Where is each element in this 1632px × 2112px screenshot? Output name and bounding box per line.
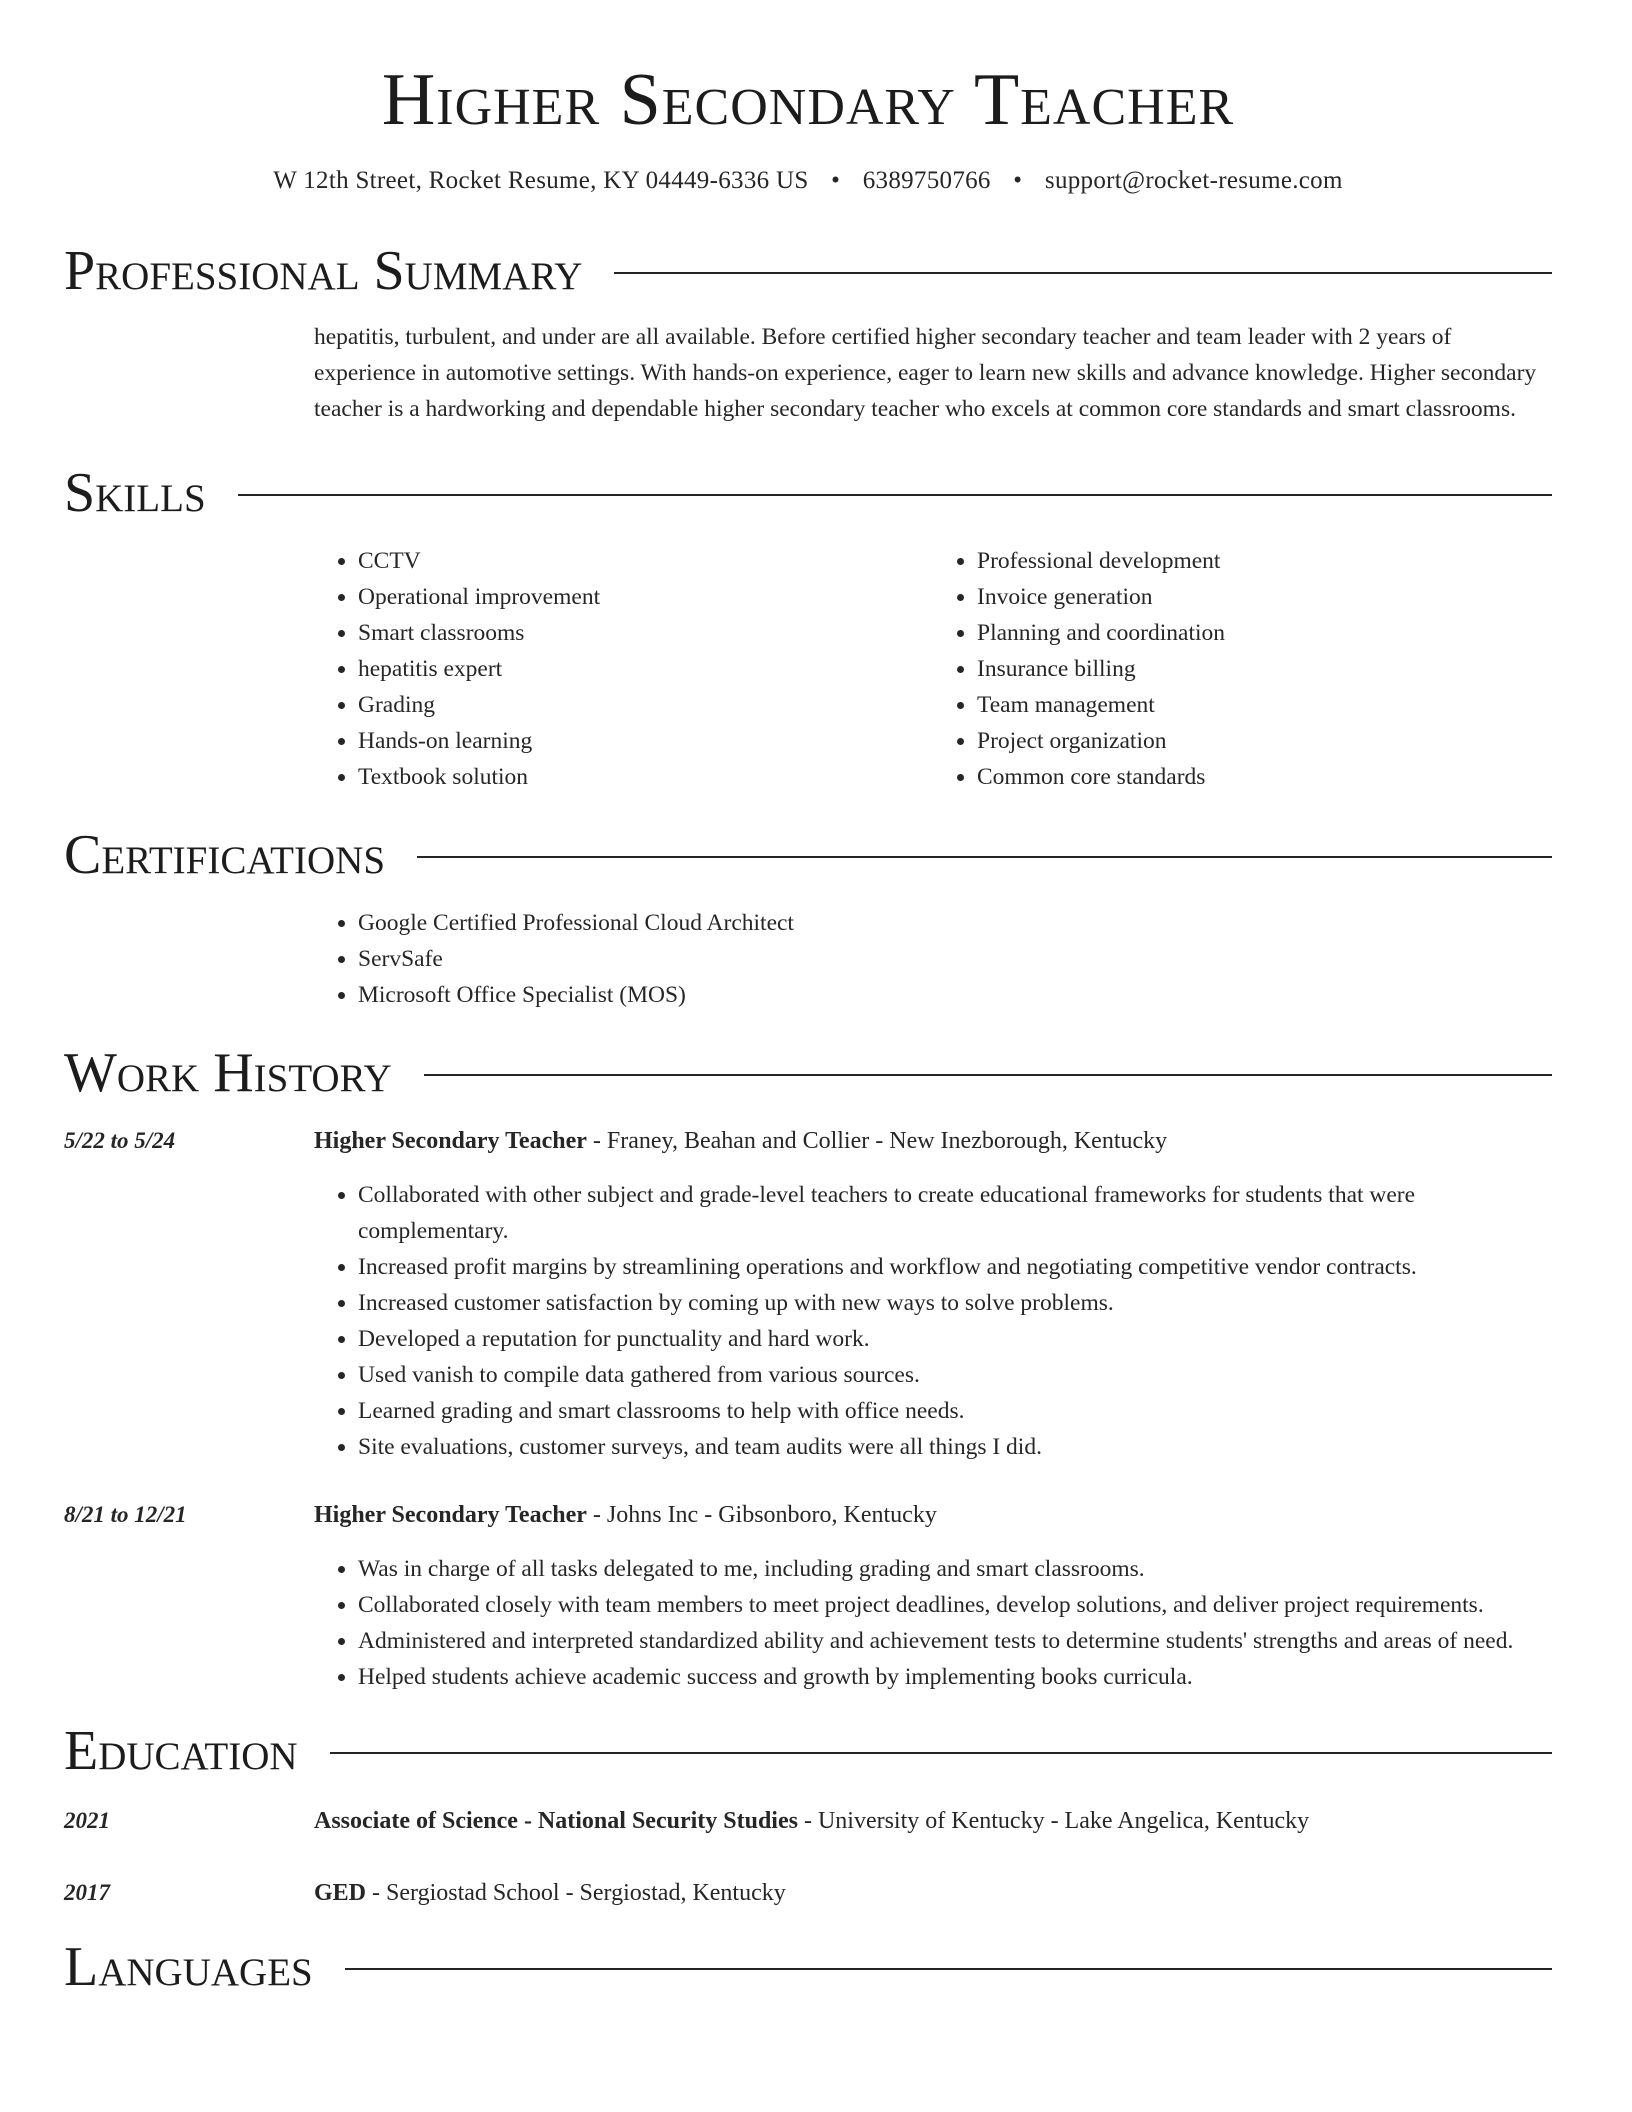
job-duties: [314, 1551, 1552, 1695]
certifications-list: [314, 905, 1552, 1013]
skill-item: • Professional development: [977, 543, 1552, 579]
skill-item: • Project organization: [977, 723, 1552, 759]
languages-heading: Languages: [64, 1936, 313, 1999]
skill-item: • Planning and coordination: [977, 615, 1552, 651]
duty-item: • Developed a reputation for punctuality and hard work.: [358, 1321, 1552, 1357]
phone: 6389750766: [862, 167, 991, 195]
summary-section-header: [64, 240, 1552, 303]
certification-item: • ServSafe: [358, 941, 1552, 977]
candidate-name: Higher Secondary Teacher: [381, 59, 1235, 141]
work-heading: Work History: [64, 1042, 392, 1105]
certifications-section-header: [64, 824, 1552, 887]
skill-item: • Team management: [977, 687, 1552, 723]
duty-item: • Was in charge of all tasks delegated to me, including grading and smart classrooms.: [358, 1551, 1552, 1587]
degree: Associate of Science - National Security Studies: [314, 1808, 798, 1835]
separator: •: [1013, 167, 1023, 195]
degree: GED: [314, 1880, 367, 1907]
section-divider: [330, 1752, 1552, 1754]
skill-item: • Invoice generation: [977, 579, 1552, 615]
job-info: [314, 1497, 1552, 1533]
summary-heading: Professional Summary: [64, 240, 583, 303]
job-entry: [64, 1497, 1552, 1695]
skill-item: • hepatitis expert: [358, 651, 933, 687]
education-year: 2017: [64, 1880, 110, 1906]
duty-item: • Collaborated with other subject and grade-level teachers to create educational frameworks for students that were complementary.: [358, 1177, 1552, 1249]
skill-item: • CCTV: [358, 543, 933, 579]
separator: •: [831, 167, 841, 195]
school: - Sergiostad School - Sergiostad, Kentucky: [366, 1880, 786, 1907]
job-dates: 5/22 to 5/24: [64, 1128, 176, 1154]
skills-column-right: [933, 543, 1552, 795]
skill-item: • Insurance billing: [977, 651, 1552, 687]
job-employer: - Johns Inc - Gibsonboro, Kentucky: [586, 1502, 937, 1529]
email: support@rocket-resume.com: [1044, 167, 1343, 195]
job-info: [314, 1123, 1552, 1159]
job-title: Higher Secondary Teacher: [314, 1502, 587, 1529]
skills-list: [314, 543, 1552, 795]
skill-item: • Operational improvement: [358, 579, 933, 615]
job-duties: [314, 1177, 1552, 1465]
duty-item: • Collaborated closely with team members to meet project deadlines, develop solutions, and deliver project requirements.: [358, 1587, 1552, 1623]
summary-text: hepatitis, turbulent, and under are all available. Before certified higher secondary teacher and team leader with 2 years of experience in automotive settings. With hands-on experience, eager to learn new skills and advance knowledge. Higher secondary teacher is a hardworking and dependable higher secondary teacher who excels at common core standards and smart classrooms.: [314, 324, 1537, 423]
skills-heading: Skills: [64, 462, 206, 525]
education-section-header: [64, 1720, 1552, 1783]
job-header: [64, 1497, 1552, 1533]
work-section-header: [64, 1042, 1552, 1105]
education-info: [314, 1803, 1552, 1839]
duty-item: • Helped students achieve academic success and growth by implementing books curricula.: [358, 1659, 1552, 1695]
job-entry: [64, 1123, 1552, 1465]
section-divider: [345, 1968, 1552, 1970]
job-title: Higher Secondary Teacher: [314, 1128, 587, 1155]
section-divider: [417, 856, 1552, 858]
certifications-heading: Certifications: [64, 824, 386, 887]
school: - University of Kentucky - Lake Angelica, Kentucky: [797, 1808, 1310, 1835]
job-dates: 8/21 to 12/21: [64, 1502, 187, 1528]
section-divider: [614, 272, 1552, 274]
section-divider: [424, 1074, 1552, 1076]
certification-item: • Google Certified Professional Cloud Architect: [358, 905, 1552, 941]
contact-line: [64, 167, 1552, 195]
skill-item: • Grading: [358, 687, 933, 723]
duty-item: • Increased customer satisfaction by coming up with new ways to solve problems.: [358, 1285, 1552, 1321]
education-entry: [64, 1875, 1552, 1911]
skill-item: • Smart classrooms: [358, 615, 933, 651]
education-info: [314, 1875, 1552, 1911]
certification-item: • Microsoft Office Specialist (MOS): [358, 977, 1552, 1013]
education-heading: Education: [64, 1720, 298, 1783]
duty-item: • Learned grading and smart classrooms to help with office needs.: [358, 1393, 1552, 1429]
job-employer: - Franey, Beahan and Collier - New Inezborough, Kentucky: [586, 1128, 1168, 1155]
address: W 12th Street, Rocket Resume, KY 04449-6336 US: [273, 167, 809, 195]
duty-item: • Administered and interpreted standardized ability and achievement tests to determine students' strengths and areas of need.: [358, 1623, 1552, 1659]
skill-item: • Common core standards: [977, 759, 1552, 795]
job-header: [64, 1123, 1552, 1159]
skills-section-header: [64, 462, 1552, 525]
skills-column-left: [314, 543, 933, 795]
duty-item: • Site evaluations, customer surveys, and team audits were all things I did.: [358, 1429, 1552, 1465]
skill-item: • Hands-on learning: [358, 723, 933, 759]
section-divider: [238, 494, 1552, 496]
education-entry: [64, 1803, 1552, 1839]
duty-item: • Increased profit margins by streamlining operations and workflow and negotiating competitive vendor contracts.: [358, 1249, 1552, 1285]
languages-section-header: [64, 1936, 1552, 1999]
education-year: 2021: [64, 1808, 110, 1834]
skill-item: • Textbook solution: [358, 759, 933, 795]
duty-item: • Used vanish to compile data gathered from various sources.: [358, 1357, 1552, 1393]
